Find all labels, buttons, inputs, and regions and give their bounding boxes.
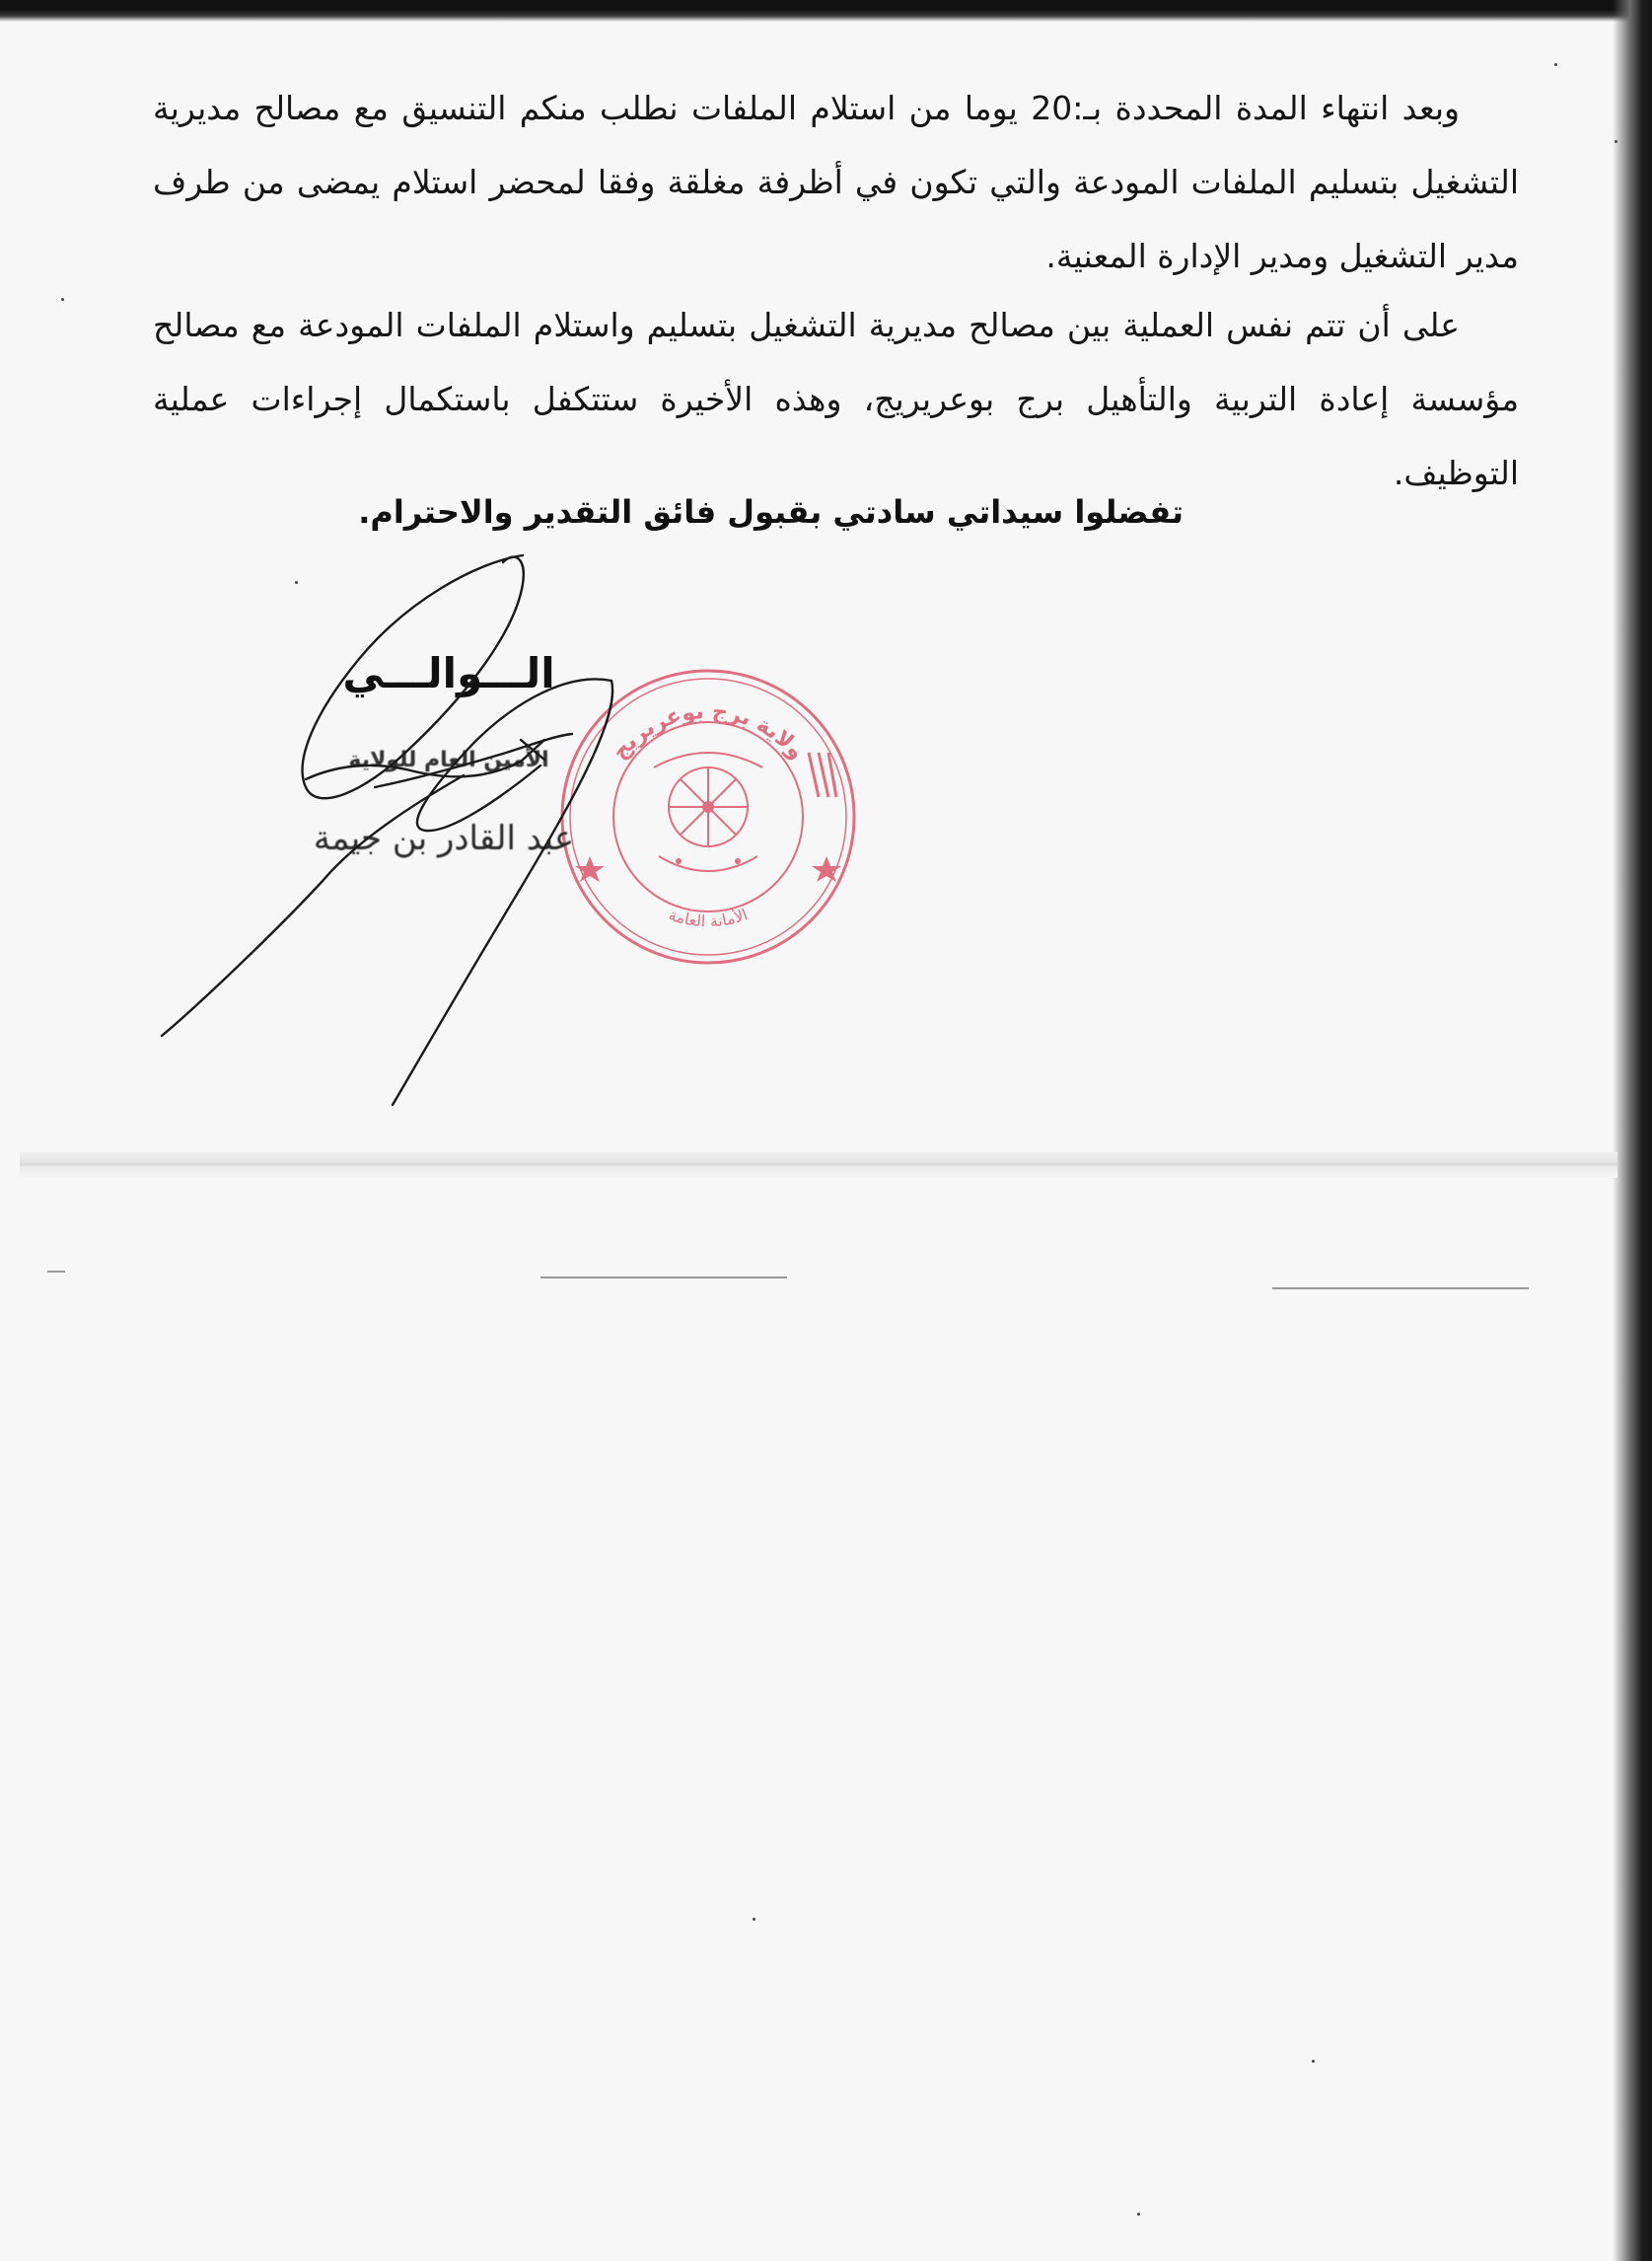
scan-speck: [1312, 2060, 1315, 2063]
signatory-name: عبد القادر بن جيمة: [313, 819, 575, 858]
body-paragraph-1: وبعد انتهاء المدة المحددة بـ:20 يوما من استلام الملفات نطلب منكم التنسيق مع مصالح مديرية التشغيل بتسليم الملفات المودعة والتي تكون في أظرفة مغلقة وفقا لمحضر استلام يمضى من طرف مدير التشغيل ومدير الإدارة المعنية.: [153, 89, 1519, 275]
signatory-role: الأمين العام للولاية: [348, 748, 549, 772]
signatory-title: الـــوالـــي: [342, 649, 555, 697]
scan-speck: [753, 1918, 755, 1921]
closing-salutation: تفضلوا سيداتي سادتي بقبول فائق التقدير والاحترام.: [358, 493, 1184, 531]
scan-speck: [61, 298, 64, 301]
scan-speck: [295, 581, 298, 584]
scan-border-top: [0, 0, 1652, 22]
fold-mark-center: [540, 1276, 787, 1278]
fold-mark-right: [1272, 1287, 1529, 1289]
seal-top-text: ولاية برج بوعريريج: [608, 698, 809, 766]
scan-speck: [1615, 140, 1617, 143]
paper-fold: [20, 1152, 1617, 1178]
body-paragraph-2: على أن تتم نفس العملية بين مصالح مديرية التشغيل بتسليم واستلام الملفات المودعة مع مصالح مؤسسة إعادة التربية والتأهيل برج بوعريريج، وهذه الأخيرة ستتكفل باستكمال إجراءات عملية التوظيف.: [153, 306, 1519, 492]
signature-block: [148, 533, 898, 1164]
scan-speck: [1554, 63, 1557, 66]
fold-mark-left: [47, 1271, 65, 1273]
scan-speck: [1137, 2213, 1140, 2216]
handwritten-signature: [148, 533, 898, 1164]
seal-bottom-text: الأمانة العامة: [666, 905, 751, 931]
scan-border-right: [1613, 0, 1652, 2261]
